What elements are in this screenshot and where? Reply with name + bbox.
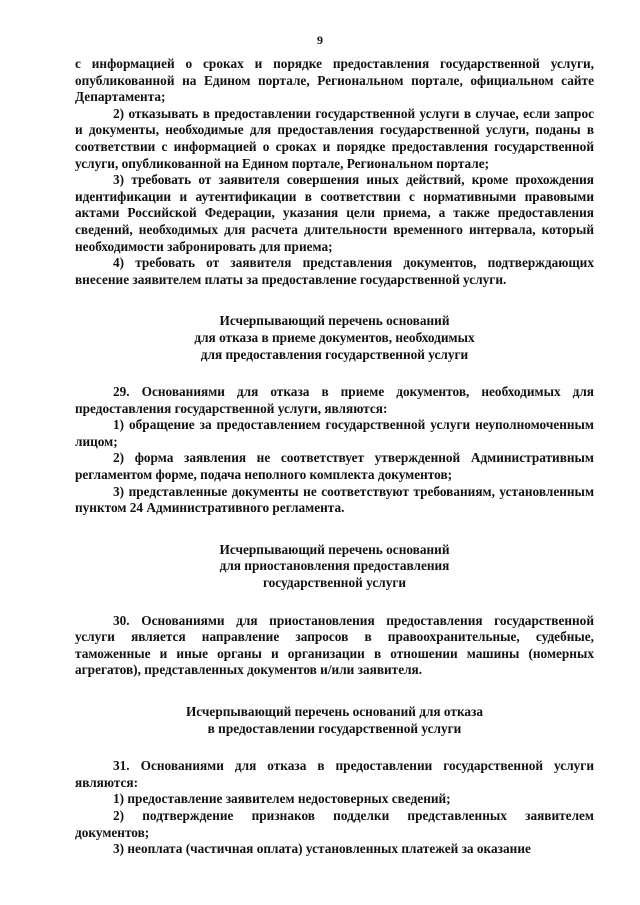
paragraph: 30. Основаниями для приостановления предоставления государственной услуги является направление запросов в правоохранительные, судебные, таможенные и иные органы и организации в отношении машины (номерных агрегатов), представленных документов и/или заявителя.	[75, 612, 594, 678]
section-heading-line: для предоставления государственной услуги	[200, 346, 469, 362]
paragraph: 2) подтверждение признаков подделки представленных заявителем документов;	[75, 807, 594, 840]
section-heading-line: государственной услуги	[262, 575, 407, 591]
section-spacer	[75, 517, 594, 542]
section-heading-line: Исчерпывающий перечень оснований для отказа	[185, 704, 484, 719]
paragraph: с информацией о сроках и порядке предоставления государственной услуги, опубликованной на Едином портале, Региональном портале, официальном сайте Департамента;	[75, 56, 594, 105]
paragraph: 1) предоставление заявителем недостоверных сведений;	[113, 791, 451, 807]
paragraph: 2) форма заявления не соответствует утвержденной Административным регламентом форме, подача неполного комплекта документов;	[75, 450, 594, 483]
page-number: 9	[317, 33, 323, 47]
section-heading-line: для отказа в приеме документов, необходимых	[194, 329, 475, 345]
paragraph: 31. Основаниями для отказа в предоставлении государственной услуги являются:	[75, 758, 594, 790]
paragraph: 1) обращение за предоставлением государственной услуги неуполномоченным лицом;	[75, 417, 594, 449]
section-spacer	[75, 288, 594, 313]
section-spacer	[75, 363, 594, 384]
section-spacer	[75, 679, 594, 704]
document-body	[75, 56, 594, 858]
section-heading-line: для приостановления предоставления	[219, 558, 450, 574]
paragraph: 3) неоплата (частичная оплата) установленных платежей за оказание	[113, 841, 531, 857]
paragraph: 3) представленные документы не соответствуют требованиям, установленным пунктом 24 Административного регламента.	[75, 483, 594, 516]
section-spacer	[75, 592, 594, 613]
section-heading-line: Исчерпывающий перечень оснований	[219, 313, 450, 329]
section-heading-line: Исчерпывающий перечень оснований	[219, 541, 450, 557]
paragraph: 3) требовать от заявителя совершения иных действий, кроме прохождения идентификации и аутентификации в соответствии с нормативными правовыми актами Российской Федерации, указания цели приема, а также предоставления сведений, необходимых для расчета длительности временного интервала, который необходимости забронировать для приема;	[75, 172, 594, 254]
paragraph: 2) отказывать в предоставлении государственной услуги в случае, если запрос и документы, необходимые для предоставления государственной услуги, поданы в соответствии с информацией о сроках и порядке предоставления государственной услуги, опубликованной на Едином портале, Региональном портале;	[75, 105, 594, 171]
paragraph: 4) требовать от заявителя представления документов, подтверждающих внесение заявителем платы за предоставление государственной услуги.	[75, 255, 594, 287]
section-spacer	[75, 737, 594, 758]
section-heading-line: в предоставлении государственной услуги	[207, 720, 462, 736]
paragraph: 29. Основаниями для отказа в приеме документов, необходимых для предоставления государственной услуги, являются:	[75, 384, 594, 416]
